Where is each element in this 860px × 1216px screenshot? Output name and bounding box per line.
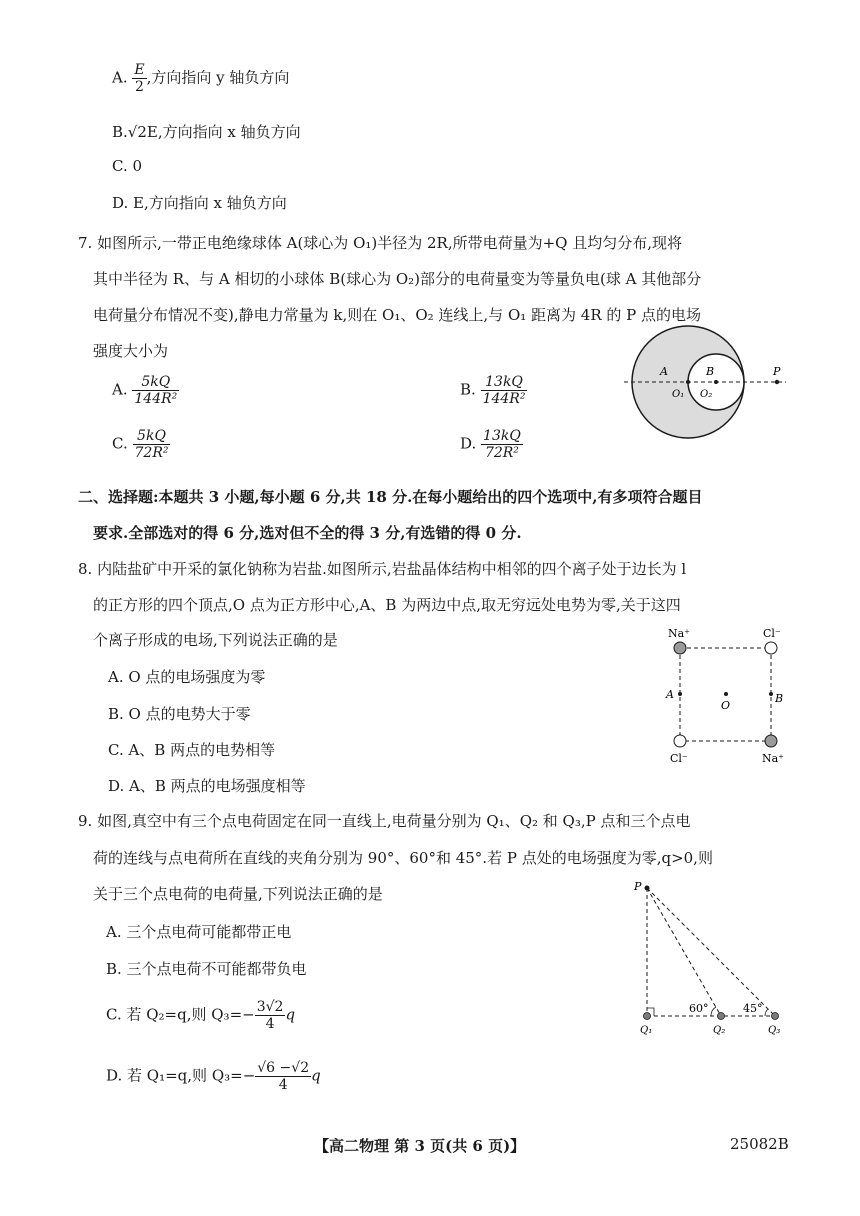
point-o [724, 692, 728, 696]
label-o1: O₁ [672, 389, 685, 400]
q7-stem-line-4: 强度大小为 [93, 342, 169, 360]
q8-option-a: A. O 点的电场强度为零 [108, 668, 266, 686]
charge-q3 [772, 1013, 779, 1020]
point-b [769, 692, 773, 696]
q8-crystal-figure [660, 622, 800, 772]
q8-stem-line-1: 8. 内陆盐矿中开采的氯化钠称为岩盐.如图所示,岩盐晶体结构中相邻的四个离子处于边长为 l [78, 560, 687, 578]
q7-stem-line-3: 电荷量分布情况不变),静电力常量为 k,则在 O₁、O₂ 连线上,与 O₁ 距离为 4R 的 P 点的电场 [93, 306, 702, 324]
exam-code: 25082B [730, 1135, 789, 1153]
line-p-q3 [647, 888, 775, 1016]
label-o2: O₂ [700, 389, 713, 400]
q9-option-c: C. 若 Q₂=q,则 Q₃=− $\frac{3√2}{4}$ q [106, 999, 296, 1033]
section-2-heading-line-2: 要求.全部选对的得 6 分,选对但不全的得 3 分,有选错的得 0 分. [93, 524, 522, 542]
label-q2: Q₂ [713, 1025, 726, 1036]
label-q3: Q₃ [768, 1025, 781, 1036]
q9-charges-figure [625, 876, 795, 1046]
q7-option-c: C. $\frac{5kQ}{\text{72R²}}$ [112, 428, 169, 462]
ion-na-bottom-right [765, 735, 777, 747]
label-b: B [706, 365, 715, 378]
q7-option-a: A. $\frac{5kQ}{\text{144R²}}$ [112, 374, 178, 408]
q9-option-d: D. 若 Q₁=q,则 Q₃=− $\frac{√6 -√2}{4}$ q [106, 1060, 321, 1094]
q7-stem-line-2: 其中半径为 R、与 A 相切的小球体 B(球心为 O₂)部分的电荷量变为等量负电(球 A 其他部分 [93, 270, 702, 288]
point-o1 [686, 380, 690, 384]
point-o2 [714, 380, 718, 384]
label-b: B [775, 692, 784, 705]
ion-cl-bottom-left [674, 735, 686, 747]
ion-na-top-left [674, 642, 686, 654]
point-p [645, 886, 650, 891]
q6-option-b: B.√2E,方向指向 x 轴负方向 [112, 123, 301, 141]
label-p: P [634, 880, 642, 893]
q9-stem-line-1: 9. 如图,真空中有三个点电荷固定在同一直线上,电荷量分别为 Q₁、Q₂ 和 Q₃,P 点和三个点电 [78, 812, 691, 830]
label-q1: Q₁ [640, 1025, 653, 1036]
label-na-top-left: Na⁺ [668, 627, 690, 640]
q8-option-d: D. A、B 两点的电场强度相等 [108, 777, 306, 795]
label-angle-60: 60° [689, 1002, 709, 1015]
point-a [678, 692, 682, 696]
q6-option-c: C. 0 [112, 157, 143, 175]
charge-q1 [644, 1013, 651, 1020]
arc-45 [765, 1009, 768, 1016]
q7-sphere-figure [620, 325, 795, 445]
label-p: P [773, 365, 781, 378]
q7-stem-line-1: 7. 如图所示,一带正电绝缘球体 A(球心为 O₁)半径为 2R,所带电荷量为+Q 且均匀分布,现将 [78, 234, 683, 252]
label-a: A [660, 365, 668, 378]
ion-cl-top-right [765, 642, 777, 654]
arc-60 [711, 1007, 716, 1016]
q6-option-a-fraction: $\frac{E}{2}$ [134, 62, 145, 96]
q7-option-d: D. $\frac{13kQ}{\text{72R²}}$ [460, 428, 521, 462]
section-2-heading-line-1: 二、选择题:本题共 3 小题,每小题 6 分,共 18 分.在每小题给出的四个选项中,有多项符合题目 [78, 488, 703, 506]
q6-option-a-text: ,方向指向 y 轴负方向 [146, 68, 290, 87]
q9-stem-line-3: 关于三个点电荷的电荷量,下列说法正确的是 [93, 885, 383, 903]
q9-option-b: B. 三个点电荷不可能都带负电 [106, 960, 307, 978]
q9-option-a: A. 三个点电荷可能都带正电 [106, 923, 292, 941]
label-na-bottom-right: Na⁺ [762, 752, 784, 765]
label-o: O [721, 699, 731, 712]
q7-option-b: B. $\frac{13kQ}{\text{144R²}}$ [460, 374, 526, 408]
q9-stem-line-2: 荷的连线与点电荷所在直线的夹角分别为 90°、60°和 45°.若 P 点处的电场强度为零,q>0,则 [93, 849, 713, 867]
line-p-q2 [647, 888, 721, 1016]
q6-option-a: A. $\frac{E}{2}$ ,方向指向 y 轴负方向 [112, 62, 290, 96]
label-cl-bottom-left: Cl⁻ [670, 752, 688, 765]
label-a: A [666, 688, 674, 701]
point-p [775, 380, 779, 384]
q8-stem-line-3: 个离子形成的电场,下列说法正确的是 [93, 631, 338, 649]
q6-option-d: D. E,方向指向 x 轴负方向 [112, 194, 287, 212]
q8-option-b: B. O 点的电势大于零 [108, 705, 251, 723]
label-cl-top-right: Cl⁻ [763, 627, 781, 640]
page-footer: 【高二物理 第 3 页(共 6 页)】 [314, 1137, 526, 1155]
label-angle-45: 45° [743, 1002, 763, 1015]
q8-option-c: C. A、B 两点的电势相等 [108, 741, 276, 759]
charge-q2 [718, 1013, 725, 1020]
q8-stem-line-2: 的正方形的四个顶点,O 点为正方形中心,A、B 为两边中点,取无穷远处电势为零,关于这四 [93, 596, 681, 614]
